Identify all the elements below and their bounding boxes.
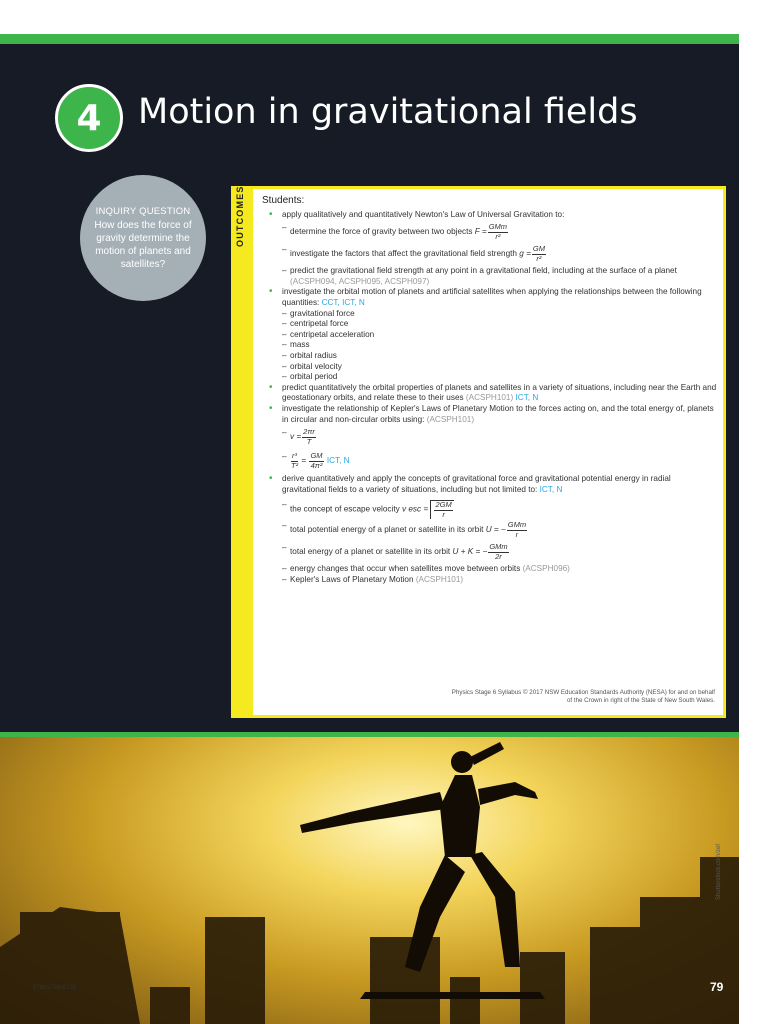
outcome-bullet-1: • apply qualitatively and quantitatively Newton's Law of Universal Gravitation to:	[262, 210, 717, 221]
skyline-silhouette-image	[0, 737, 739, 1024]
chapter-number-badge: 4	[55, 84, 123, 152]
outcomes-strip	[234, 185, 253, 715]
outcome-subitem: – orbital radius	[262, 351, 717, 362]
outcome-subitem: – total energy of a planet or satellite in its orbit U + K = − $\frac{\text{GMm}}{2r}$	[262, 543, 717, 561]
outcome-subitem: – energy changes that occur when satellites move between orbits (ACSPH096)	[262, 564, 717, 575]
outcomes-label: OUTCOMES	[235, 185, 245, 247]
outcome-subitem: – gravitational force	[262, 309, 717, 320]
top-green-bar	[0, 34, 739, 44]
outcome-subitem: – centripetal acceleration	[262, 330, 717, 341]
outcome-bullet-4: • investigate the relationship of Kepler's Laws of Planetary Motion to the forces acting on, and the total energy of, planets in circular and non-circular orbits using: (ACSPH101)	[262, 404, 717, 425]
photo-credit: Shutterstock.com/zef	[716, 843, 722, 900]
page-number: 79	[710, 980, 724, 994]
syllabus-credit: Physics Stage 6 Syllabus © 2017 NSW Education Standards Authority (NESA) for and on behalf of the Crown in right of the State of New South Wales.	[451, 689, 715, 704]
outcomes-content	[262, 196, 717, 585]
chapter-title: Motion in gravitational fields	[138, 92, 638, 132]
outcome-subitem: – the concept of escape velocity v esc = $\frac{2GM}{r}$	[262, 500, 717, 519]
skateboarder-photo	[0, 737, 739, 1024]
outcome-subitem: – v = $\frac{2\pi r}{T}$	[262, 428, 717, 446]
isbn-number: 9780170409131	[33, 985, 77, 991]
outcome-bullet-2: • investigate the orbital motion of planets and artificial satellites when applying the relationships between the following quantities: CCT, ICT, N	[262, 287, 717, 308]
outcome-subitem: – predict the gravitational field strength at any point in a gravitational field, including at the surface of a planet (ACSPH094, ACSPH095, ACSPH097)	[262, 266, 717, 287]
inquiry-question-circle	[80, 175, 206, 301]
outcome-subitem: – total potential energy of a planet or satellite in its orbit U = − $\frac{\text{GMm}}{r}$	[262, 521, 717, 539]
students-intro: Students:	[262, 195, 305, 206]
inquiry-heading: INQUIRY QUESTION	[95, 206, 191, 217]
outcome-subitem: – orbital velocity	[262, 362, 717, 373]
outcome-subitem: – orbital period	[262, 372, 717, 383]
outcome-subitem: – $\frac{\text{r³}}{\text{T²}}$ = $\frac{GM}{\text{4π²}}$ ICT, N	[262, 452, 717, 470]
inquiry-text: How does the force of gravity determine the motion of planets and satellites?	[94, 220, 192, 270]
outcome-bullet-3: • predict quantitatively the orbital properties of planets and satellites in a variety of situations, including near the Earth and geostationary orbits, and relate these to their uses (ACSPH101) ICT, N	[262, 383, 717, 404]
outcome-subitem: – investigate the factors that affect the gravitational field strength g = $\frac{GM}{\text{r²}}$	[262, 245, 717, 263]
outcome-subitem: – determine the force of gravity between two objects F = $\frac{\text{GMm}}{\text{r²}}$	[262, 223, 717, 241]
outcome-subitem: – mass	[262, 340, 717, 351]
outcome-subitem: – centripetal force	[262, 319, 717, 330]
outcomes-box	[231, 186, 726, 718]
outcome-bullet-5: • derive quantitatively and apply the concepts of gravitational force and gravitational potential energy in radial gravitational fields to a variety of situations, including but not limited to: ICT, N	[262, 474, 717, 495]
outcome-subitem: – Kepler's Laws of Planetary Motion (ACSPH101)	[262, 575, 717, 586]
